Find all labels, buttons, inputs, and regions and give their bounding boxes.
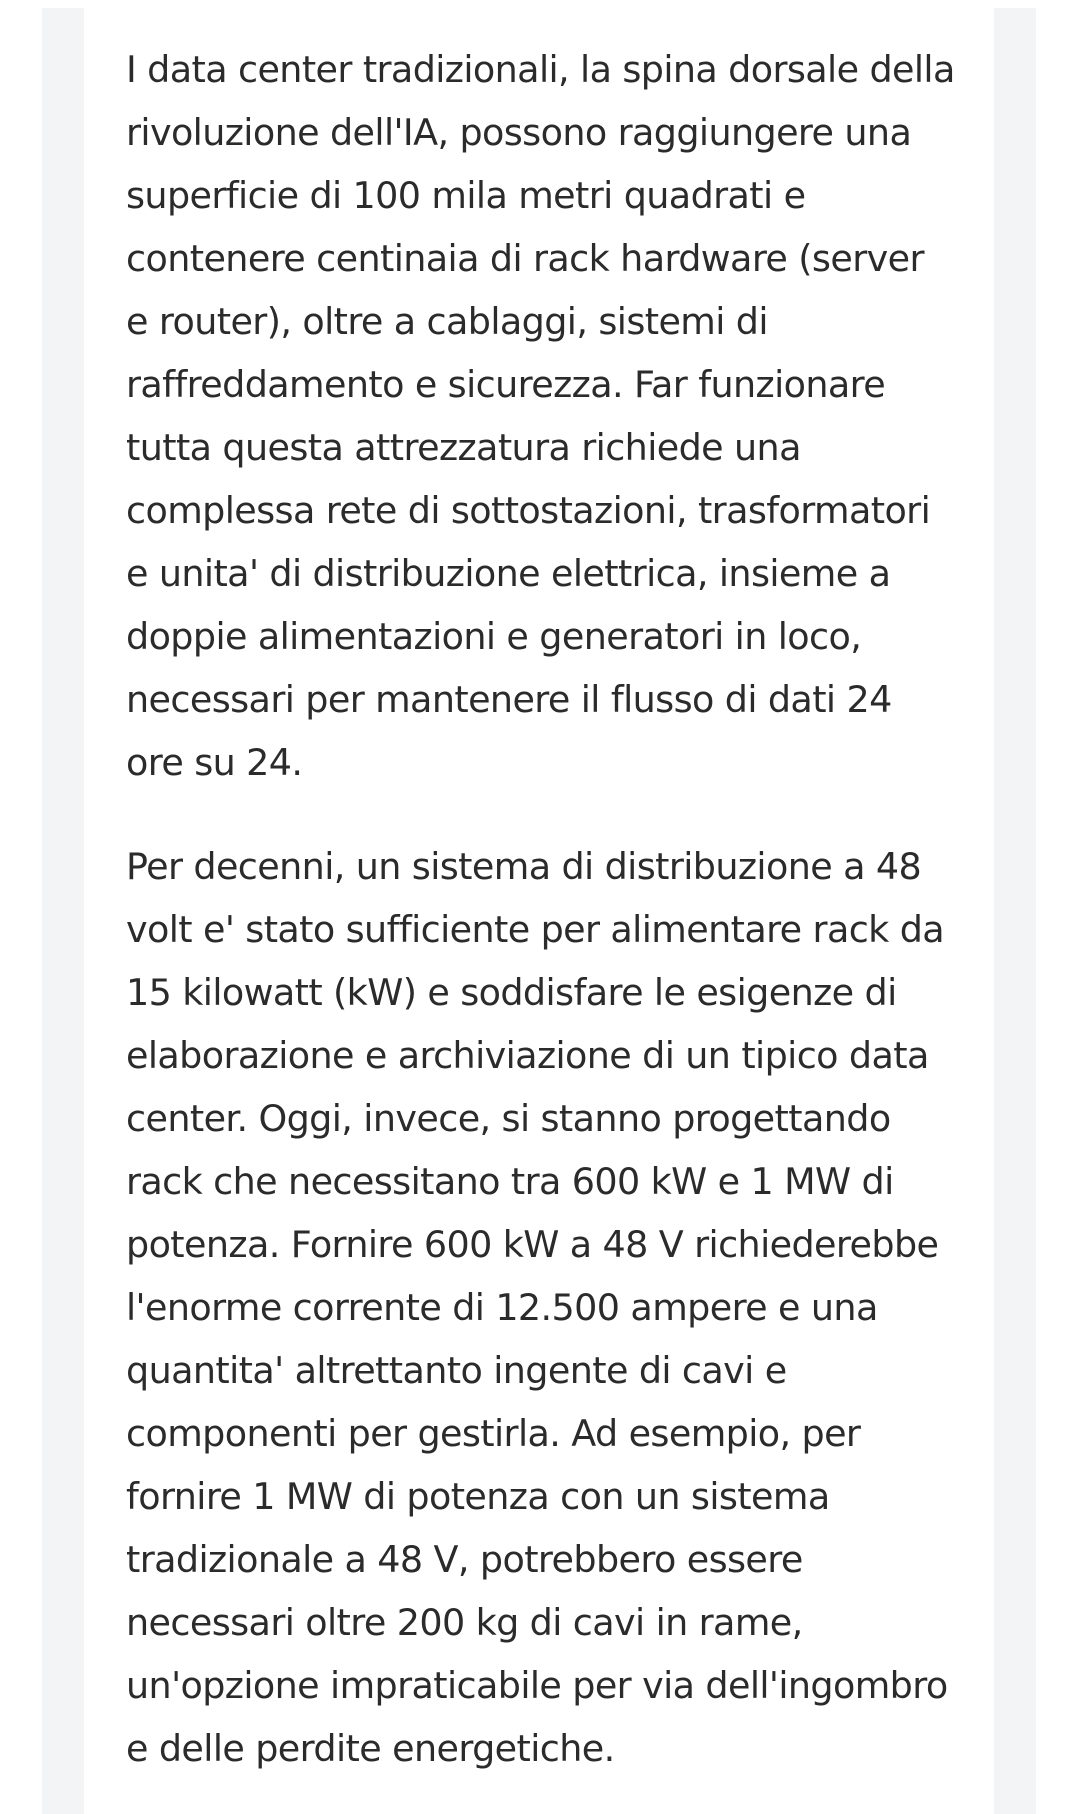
article-body bbox=[126, 38, 956, 1814]
right-gutter bbox=[994, 8, 1036, 1814]
article-paragraph-1: I data center tradizionali, la spina dorsale della rivoluzione dell'IA, possono raggiungere una superficie di 100 mila metri quadrati e contenere centinaia di rack hardware (server e router), oltre a cablaggi, sistemi di raffreddamento e sicurezza. Far funzionare tutta questa attrezzatura richiede una complessa rete di sottostazioni, trasformatori e unita' di distribuzione elettrica, insieme a doppie alimentazioni e generatori in loco, necessari per mantenere il flusso di dati 24 ore su 24. bbox=[126, 48, 955, 784]
left-gutter bbox=[42, 8, 84, 1814]
article-paragraph-2: Per decenni, un sistema di distribuzione a 48 volt e' stato sufficiente per alimentare rack da 15 kilowatt (kW) e soddisfare le esigenze di elaborazione e archiviazione di un tipico data center. Oggi, invece, si stanno progettando rack che necessitano tra 600 kW e 1 MW di potenza. Fornire 600 kW a 48 V richiederebbe l'enorme corrente di 12.500 ampere e una quantita' altrettanto ingente di cavi e componenti per gestirla. Ad esempio, per fornire 1 MW di potenza con un sistema tradizionale a 48 V, potrebbero essere necessari oltre 200 kg di cavi in rame, un'opzione impraticabile per via dell'ingombro e delle perdite energetiche. bbox=[126, 845, 948, 1770]
